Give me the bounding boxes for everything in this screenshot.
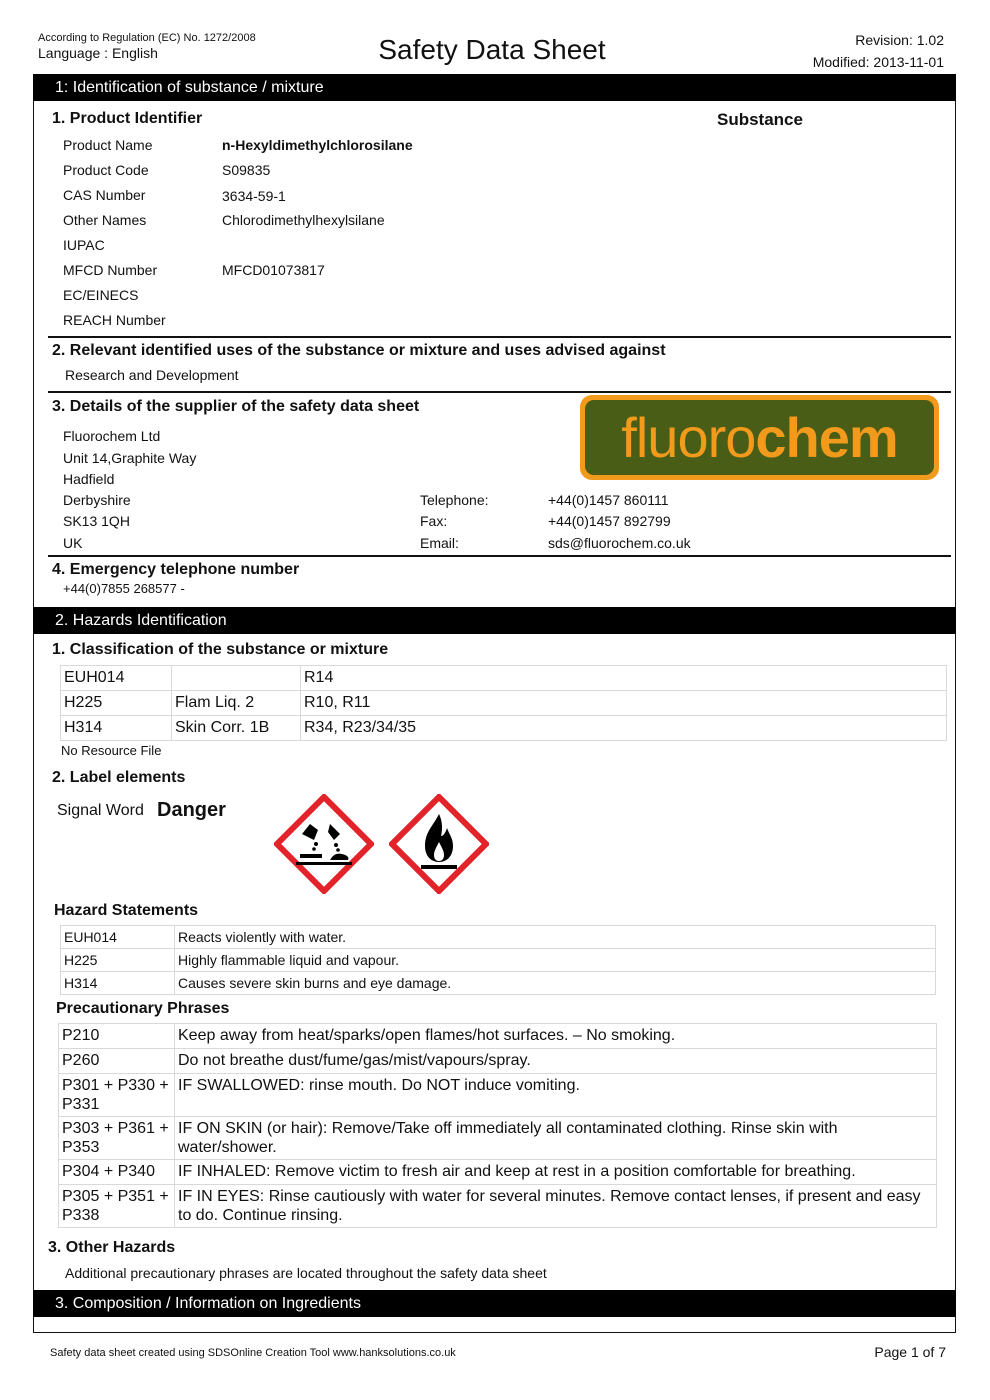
other-names-value: Chlorodimethylhexylsilane <box>222 212 385 228</box>
telephone-value: +44(0)1457 860111 <box>548 492 669 508</box>
table-row <box>59 1185 937 1228</box>
other-names-label: Other Names <box>63 212 147 228</box>
divider <box>48 555 951 557</box>
precaution-code: P210 <box>59 1024 175 1049</box>
precautionary-table <box>58 1023 937 1228</box>
hazard-text: Causes severe skin burns and eye damage. <box>175 972 936 995</box>
classification-r-phrase: R34, R23/34/35 <box>301 716 947 741</box>
address-line: SK13 1QH <box>63 513 130 529</box>
precaution-code: P304 + P340 <box>59 1160 175 1185</box>
logo-text-bold: chem <box>755 406 898 469</box>
product-code-label: Product Code <box>63 162 149 178</box>
hazard-statements-table <box>60 925 936 995</box>
substance-type: Substance <box>717 110 803 129</box>
classification-category: Flam Liq. 2 <box>172 691 301 716</box>
section-3-bar: 3. Composition / Information on Ingredients <box>33 1290 956 1317</box>
table-row <box>59 1160 937 1185</box>
signal-word-label: Signal Word <box>57 802 144 819</box>
table-row <box>59 1024 937 1049</box>
table-row <box>59 1049 937 1074</box>
table-row <box>61 716 947 741</box>
product-code-value: S09835 <box>222 162 271 178</box>
supplier-heading: 3. Details of the supplier of the safety data sheet <box>52 398 420 415</box>
classification-code: H314 <box>61 716 172 741</box>
classification-category <box>172 666 301 691</box>
emergency-phone: +44(0)7855 268577 - <box>63 581 185 596</box>
cas-number-label: CAS Number <box>63 187 146 203</box>
reach-number-label: REACH Number <box>63 312 166 328</box>
table-row <box>61 949 936 972</box>
hazard-text: Reacts violently with water. <box>175 926 936 949</box>
precaution-code: P303 + P361 + P353 <box>59 1117 175 1160</box>
table-row <box>61 972 936 995</box>
footer-credit: Safety data sheet created using SDSOnline Creation Tool www.hanksolutions.co.uk <box>50 1347 456 1359</box>
document-header <box>38 30 946 76</box>
email-link[interactable]: sds@fluorochem.co.uk <box>548 535 691 551</box>
other-hazards-text: Additional precautionary phrases are located throughout the safety data sheet <box>65 1265 547 1281</box>
cas-number-value: 3634-59-1 <box>222 188 286 204</box>
document-title: Safety Data Sheet <box>378 34 606 65</box>
product-name-value: n-Hexyldimethylchlorosilane <box>222 137 413 153</box>
product-identifier-heading: 1. Product Identifier <box>52 110 203 127</box>
ec-einecs-label: EC/EINECS <box>63 287 139 303</box>
table-row <box>61 926 936 949</box>
fax-value: +44(0)1457 892799 <box>548 513 671 529</box>
divider <box>48 391 951 393</box>
precaution-text: IF ON SKIN (or hair): Remove/Take off immediately all contaminated clothing. Rinse skin with water/shower. <box>175 1117 937 1160</box>
language-text: Language : English <box>38 45 158 61</box>
telephone-label: Telephone: <box>420 492 489 508</box>
signal-word-value: Danger <box>157 799 226 821</box>
page-number: Page 1 of 7 <box>874 1344 946 1360</box>
precaution-code: P260 <box>59 1049 175 1074</box>
fluorochem-logo <box>580 395 939 480</box>
modified-date: Modified: 2013-11-01 <box>812 54 944 70</box>
uses-heading: 2. Relevant identified uses of the substance or mixture and uses advised against <box>52 342 666 359</box>
table-row <box>61 666 947 691</box>
fax-label: Fax: <box>420 513 448 529</box>
classification-r-phrase: R14 <box>301 666 947 691</box>
precaution-text: Keep away from heat/sparks/open flames/hot surfaces. – No smoking. <box>175 1024 937 1049</box>
hazard-code: H225 <box>61 949 175 972</box>
precautionary-heading: Precautionary Phrases <box>56 1000 230 1017</box>
product-name-label: Product Name <box>63 137 153 153</box>
classification-code: H225 <box>61 691 172 716</box>
mfcd-number-label: MFCD Number <box>63 262 158 278</box>
regulation-text: According to Regulation (EC) No. 1272/2008 <box>38 32 256 44</box>
classification-category: Skin Corr. 1B <box>172 716 301 741</box>
classification-heading: 1. Classification of the substance or mixture <box>52 641 389 658</box>
resource-note: No Resource File <box>61 743 162 758</box>
uses-text: Research and Development <box>65 367 239 383</box>
table-row <box>59 1074 937 1117</box>
emergency-heading: 4. Emergency telephone number <box>52 561 300 578</box>
classification-table <box>60 665 947 741</box>
section-2-bar: 2. Hazards Identification <box>33 607 956 634</box>
precaution-text: IF IN EYES: Rinse cautiously with water for several minutes. Remove contact lenses, if present and easy to do. Continue rinsing. <box>175 1185 937 1228</box>
address-line: Unit 14,Graphite Way <box>63 450 197 466</box>
section-1-bar: 1: Identification of substance / mixture <box>33 74 956 101</box>
email-label: Email: <box>420 535 459 551</box>
table-row <box>61 691 947 716</box>
classification-r-phrase: R10, R11 <box>301 691 947 716</box>
address-line: Derbyshire <box>63 492 131 508</box>
flame-icon <box>389 794 489 894</box>
precaution-code: P301 + P330 + P331 <box>59 1074 175 1117</box>
classification-code: EUH014 <box>61 666 172 691</box>
other-hazards-heading: 3. Other Hazards <box>48 1239 176 1256</box>
iupac-label: IUPAC <box>63 237 105 253</box>
logo-text-light: fluoro <box>621 406 756 469</box>
revision-text: Revision: 1.02 <box>855 32 944 48</box>
hazard-code: EUH014 <box>61 926 175 949</box>
divider <box>48 336 951 338</box>
hazard-text: Highly flammable liquid and vapour. <box>175 949 936 972</box>
corrosion-icon <box>274 794 374 894</box>
address-line: Hadfield <box>63 471 115 487</box>
mfcd-number-value: MFCD01073817 <box>222 262 325 278</box>
precaution-text: IF INHALED: Remove victim to fresh air and keep at rest in a position comfortable for breathing. <box>175 1160 937 1185</box>
address-line: Fluorochem Ltd <box>63 428 161 444</box>
precaution-text: Do not breathe dust/fume/gas/mist/vapours/spray. <box>175 1049 937 1074</box>
table-row <box>59 1117 937 1160</box>
label-elements-heading: 2. Label elements <box>52 769 186 786</box>
precaution-text: IF SWALLOWED: rinse mouth. Do NOT induce vomiting. <box>175 1074 937 1117</box>
hazard-statements-heading: Hazard Statements <box>54 902 199 919</box>
address-line: UK <box>63 535 83 551</box>
precaution-code: P305 + P351 + P338 <box>59 1185 175 1228</box>
hazard-code: H314 <box>61 972 175 995</box>
